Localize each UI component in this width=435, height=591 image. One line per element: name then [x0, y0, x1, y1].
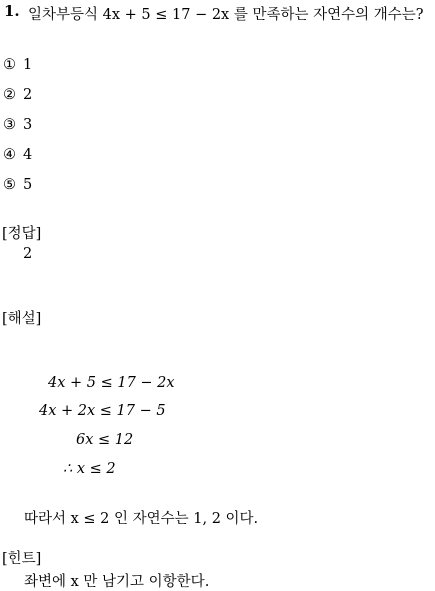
choice-marker: ② [3, 87, 16, 103]
solution-step-4: ∴ x ≤ 2 [63, 461, 116, 477]
choice-value: 1 [23, 57, 33, 73]
choice-value: 4 [23, 147, 33, 163]
solution-step-3: 6x ≤ 12 [76, 432, 134, 448]
choice-2[interactable] [3, 87, 32, 103]
hint-text: 좌변에 x 만 남기고 이항한다. [24, 574, 210, 590]
answer-label: [정답] [2, 226, 42, 242]
choice-1[interactable] [3, 57, 32, 73]
answer-value: 2 [23, 246, 33, 262]
solution-conclusion: 따라서 x ≤ 2 인 자연수는 1, 2 이다. [24, 511, 259, 527]
choice-marker: ③ [3, 117, 16, 133]
choice-value: 3 [23, 117, 33, 133]
choice-value: 2 [23, 87, 33, 103]
choice-marker: ④ [3, 147, 16, 163]
choice-marker: ⑤ [3, 177, 16, 193]
choice-5[interactable] [3, 177, 32, 193]
solution-step-2: 4x + 2x ≤ 17 − 5 [39, 403, 166, 419]
choice-4[interactable] [3, 147, 32, 163]
choice-3[interactable] [3, 117, 32, 133]
choice-value: 5 [23, 177, 33, 193]
choice-marker: ① [3, 57, 16, 73]
solution-label: [해설] [2, 311, 42, 327]
hint-label: [힌트] [2, 551, 42, 567]
question-number: 1. [4, 2, 20, 20]
solution-step-1: 4x + 5 ≤ 17 − 2x [48, 375, 175, 391]
question-text: 일차부등식 4x + 5 ≤ 17 − 2x 를 만족하는 자연수의 개수는? [28, 7, 424, 23]
